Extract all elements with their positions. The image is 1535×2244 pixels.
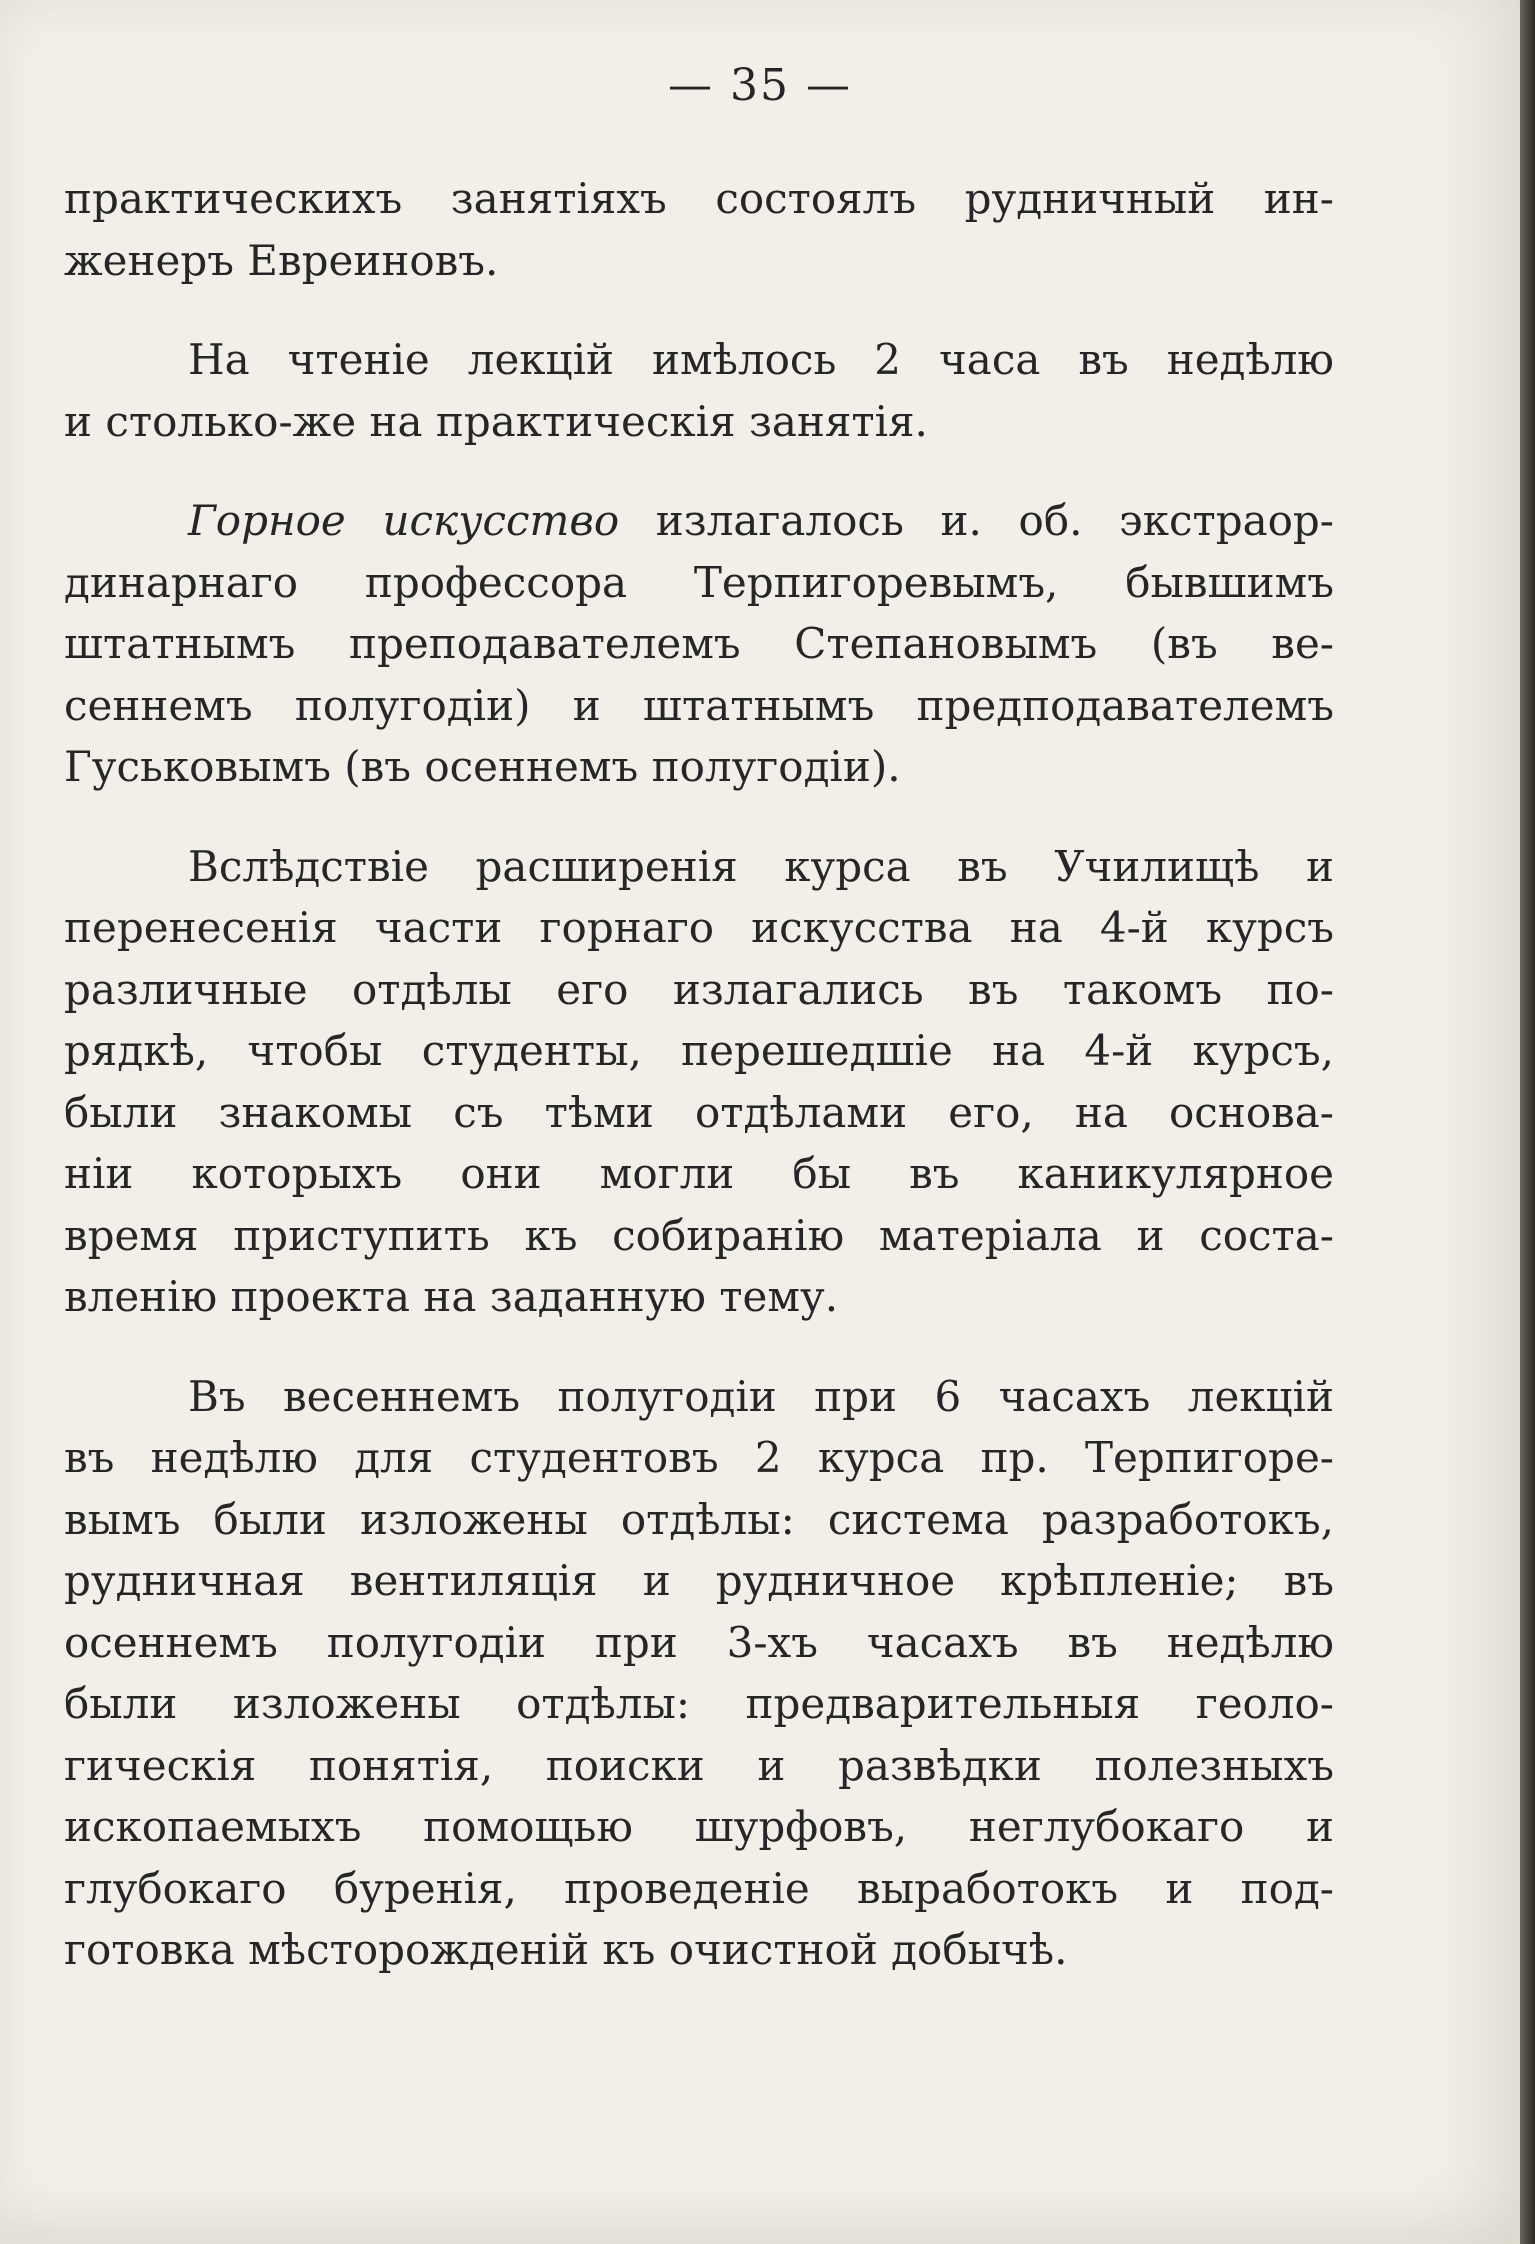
text-line bbox=[64, 490, 1334, 552]
text-line: динарнаго профессора Терпигоревымъ, бывшимъ bbox=[64, 557, 1334, 607]
text-line: различные отдѣлы его излагались въ такомъ по- bbox=[64, 964, 1334, 1014]
body-text bbox=[64, 168, 1334, 1981]
text-line: и столько-же на практическія занятія. bbox=[64, 396, 928, 446]
text-line: женеръ Евреиновъ. bbox=[64, 235, 499, 285]
paragraph bbox=[64, 490, 1334, 798]
paragraph bbox=[64, 329, 1334, 452]
text-line: гическія понятія, поиски и развѣдки полезныхъ bbox=[64, 1740, 1334, 1790]
text-line: время приступить къ собиранію матеріала и соста- bbox=[64, 1210, 1334, 1260]
text-line: вымъ были изложены отдѣлы: система разработокъ, bbox=[64, 1494, 1334, 1544]
text-line: въ недѣлю для студентовъ 2 курса пр. Терпигоре- bbox=[64, 1433, 1334, 1482]
text-line: были знакомы съ тѣми отдѣлами его, на основа- bbox=[64, 1087, 1334, 1137]
text-line: Гуськовымъ (въ осеннемъ полугодіи). bbox=[64, 742, 901, 791]
text-line: ископаемыхъ помощью шурфовъ, неглубокаго и bbox=[64, 1802, 1334, 1851]
text-line: готовка мѣсторожденій къ очистной добычѣ. bbox=[64, 1925, 1068, 1974]
text-line: практическихъ занятіяхъ состоялъ рудничный ин- bbox=[64, 174, 1334, 223]
text-line: рядкѣ, чтобы студенты, перешедшіе на 4-й курсъ, bbox=[64, 1026, 1334, 1075]
paragraph bbox=[64, 1366, 1334, 1981]
text-line: На чтеніе лекцій имѣлось 2 часа въ недѣлю bbox=[188, 335, 1334, 384]
text-line: Вслѣдствіе расширенія курса въ Училищѣ и bbox=[188, 841, 1334, 891]
text-fragment: излагалось и. об. экстраор- bbox=[619, 496, 1334, 545]
text-line: рудничная вентиляція и рудничное крѣпленіе; въ bbox=[64, 1556, 1334, 1605]
paragraph bbox=[64, 168, 1334, 291]
text-line: глубокаго буренія, проведеніе выработокъ и под- bbox=[64, 1863, 1334, 1913]
text-line: перенесенія части горнаго искусства на 4-й курсъ bbox=[64, 903, 1334, 952]
text-line: штатнымъ преподавателемъ Степановымъ (въ ве- bbox=[64, 619, 1334, 668]
text-line: были изложены отдѣлы: предварительныя геоло- bbox=[64, 1679, 1334, 1728]
text-line: осеннемъ полугодіи при 3-хъ часахъ въ недѣлю bbox=[64, 1617, 1334, 1667]
text-line: сеннемъ полугодіи) и штатнымъ предподавателемъ bbox=[64, 680, 1334, 730]
text-line: вленію проекта на заданную тему. bbox=[64, 1272, 839, 1321]
text-line: ніи которыхъ они могли бы въ каникулярное bbox=[64, 1149, 1334, 1198]
text-line: Въ весеннемъ полугодіи при 6 часахъ лекцій bbox=[188, 1371, 1334, 1421]
italic-term: Горное искусство bbox=[188, 496, 620, 545]
book-spine-shadow bbox=[1520, 0, 1535, 2244]
paragraph bbox=[64, 836, 1334, 1328]
page-number: — 35 — bbox=[668, 60, 852, 111]
